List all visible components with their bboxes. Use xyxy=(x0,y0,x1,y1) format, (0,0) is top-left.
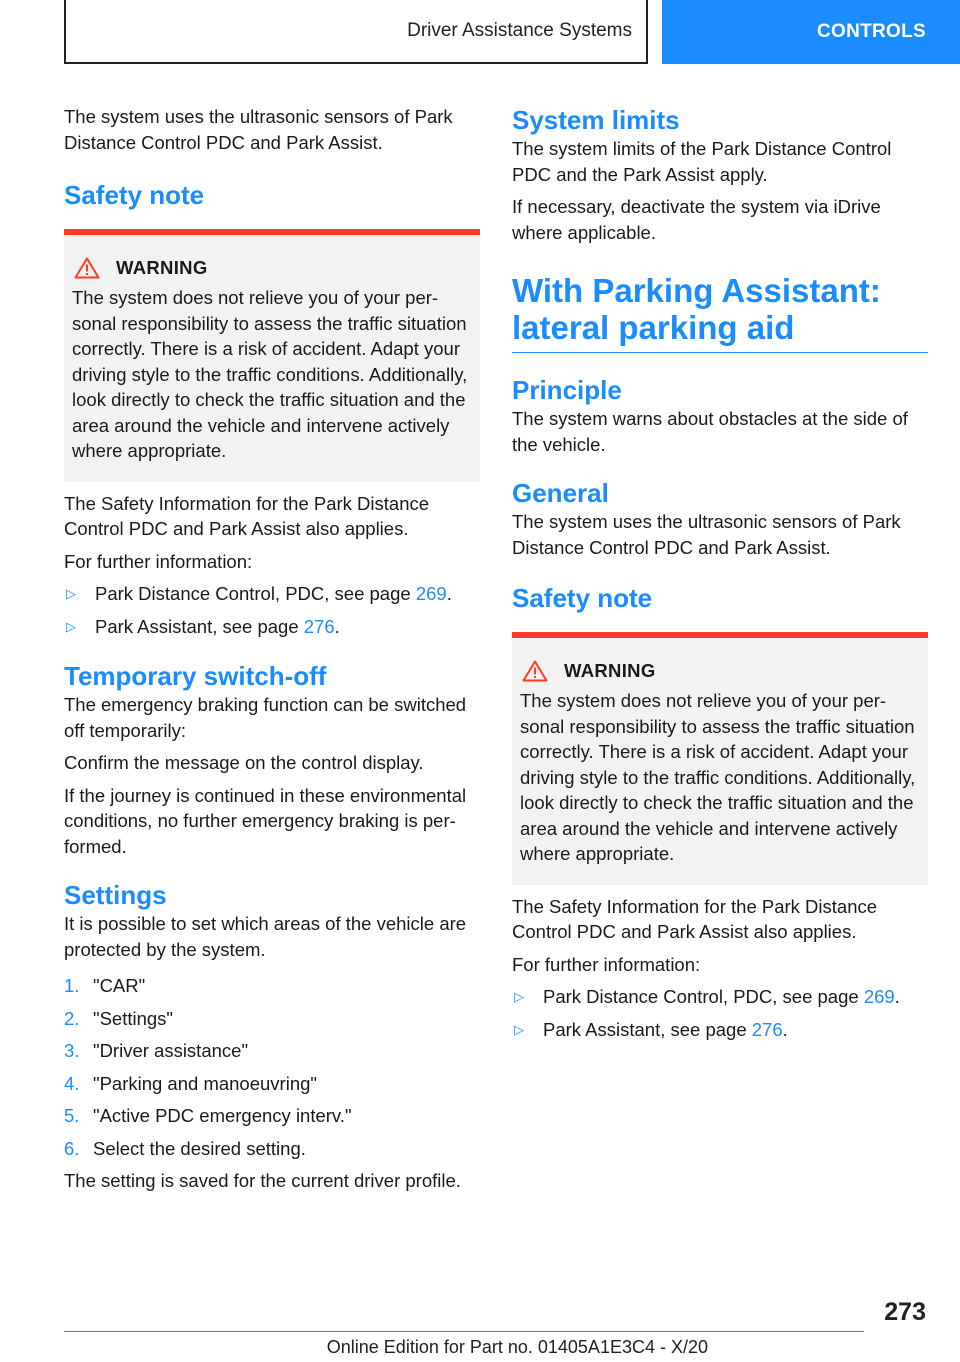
bullet-triangle-icon: ▷ xyxy=(66,586,76,601)
bullet-triangle-icon: ▷ xyxy=(514,1021,524,1037)
warning-triangle-icon xyxy=(522,660,548,682)
header-chapter-tab xyxy=(662,0,960,64)
safety-info-paragraph: The Safety Information for the Park Distance Control PDC and Park Assist also applies. xyxy=(512,895,878,942)
intro-paragraph: The system uses the ultrasonic sensors of Park Distance Control PDC and Park Assist. xyxy=(64,106,453,153)
footer-edition: Online Edition for Part no. 01405A1E3C4 - X/20 xyxy=(326,1337,708,1357)
switch-off-paragraph: If the journey is continued in these environmental conditions, no further emergency braking is performed. xyxy=(64,784,467,857)
step-text: "Parking and manoeuvring" xyxy=(93,1072,317,1094)
safety-note-heading: Safety note xyxy=(64,180,205,210)
bullet-triangle-icon: ▷ xyxy=(66,618,76,634)
step-text: "Driver assistance" xyxy=(93,1040,249,1061)
step-number: 5. xyxy=(64,1105,80,1126)
header-section-tab xyxy=(64,0,648,64)
bullet-text: Park Distance Control, PDC, see page xyxy=(95,583,416,604)
page-reference-link[interactable]: 276 xyxy=(751,1018,783,1040)
list-item xyxy=(512,984,928,1010)
step-number: 4. xyxy=(64,1072,80,1094)
warning-box xyxy=(512,632,928,885)
bullet-suffix: . xyxy=(334,615,340,637)
warning-title: WARNING xyxy=(116,257,208,278)
step-text: "CAR" xyxy=(93,975,146,996)
page-reference-link[interactable]: 269 xyxy=(863,986,895,1007)
system-limits-heading: System limits xyxy=(512,105,680,135)
step-text: "Active PDC emergency interv." xyxy=(93,1105,352,1126)
safety-note-heading: Safety note xyxy=(512,583,653,613)
step-number: 2. xyxy=(64,1007,80,1029)
step-item xyxy=(64,1071,480,1097)
warning-box xyxy=(64,229,480,482)
step-number: 6. xyxy=(64,1137,80,1159)
footer-divider xyxy=(64,1331,864,1332)
settings-paragraph: It is possible to set which areas of the vehicle are protected by the system. xyxy=(64,913,467,960)
step-text: Select the desired setting. xyxy=(93,1137,306,1159)
settings-end-paragraph: The setting is saved for the current driver profile. xyxy=(64,1170,461,1191)
page-reference-link[interactable]: 269 xyxy=(415,583,447,604)
bullet-triangle-icon: ▷ xyxy=(514,989,524,1004)
step-item xyxy=(64,1006,480,1032)
main-section-heading: With Parking Assistant: lateral parking aid xyxy=(512,272,881,346)
step-item xyxy=(64,1136,480,1162)
list-item xyxy=(64,581,480,607)
switch-off-paragraph: The emergency braking function can be switched off temporarily: xyxy=(64,694,467,741)
step-number: 1. xyxy=(64,975,80,996)
general-paragraph: The system uses the ultrasonic sensors of Park Distance Control PDC and Park Assist. xyxy=(512,511,901,558)
warning-body: The system does not relieve you of your personal responsibility to assess the traffic situation correctly. There is a risk of accident. Adapt your driving style to the traffic conditions. Additionally, look directly to check the traffic situation and the area around the vehicle and intervene actively where appropriate. xyxy=(520,690,916,864)
settings-heading: Settings xyxy=(64,880,167,910)
bullet-suffix: . xyxy=(782,1018,788,1040)
list-item xyxy=(512,1017,928,1043)
header-section-title: Driver Assistance Systems xyxy=(407,20,632,41)
general-heading: General xyxy=(512,478,609,508)
temporary-switch-off-heading: Temporary switch-off xyxy=(64,661,327,691)
heading-divider xyxy=(512,352,928,353)
bullet-suffix: . xyxy=(446,583,452,604)
step-item xyxy=(64,1103,480,1129)
warning-body: The system does not relieve you of your personal responsibility to assess the traffic situation correctly. There is a risk of accident. Adapt your driving style to the traffic conditions. Additionally, look directly to check the traffic situation and the area around the vehicle and intervene actively where appropriate. xyxy=(72,287,468,461)
header-chapter-title: CONTROLS xyxy=(816,21,926,42)
warning-triangle-icon xyxy=(74,257,100,279)
limits-paragraph: If necessary, deactivate the system via iDrive where applicable. xyxy=(512,196,881,243)
bullet-text: Park Assistant, see page xyxy=(95,615,304,637)
step-number: 3. xyxy=(64,1040,80,1061)
bullet-suffix: . xyxy=(894,986,900,1007)
page-number: 273 xyxy=(884,1298,926,1326)
switch-off-paragraph: Confirm the message on the control display. xyxy=(64,752,424,773)
principle-paragraph: The system warns about obstacles at the side of the vehicle. xyxy=(512,408,908,455)
step-item xyxy=(64,973,480,999)
limits-paragraph: The system limits of the Park Distance Control PDC and the Park Assist apply. xyxy=(512,138,892,185)
list-item xyxy=(64,614,480,640)
step-text: "Settings" xyxy=(93,1007,173,1029)
safety-info-paragraph: The Safety Information for the Park Distance Control PDC and Park Assist also applies. xyxy=(64,492,430,539)
further-info-label: For further information: xyxy=(64,550,253,572)
left-column xyxy=(64,104,480,1194)
warning-title: WARNING xyxy=(564,660,656,681)
page-reference-link[interactable]: 276 xyxy=(303,615,335,637)
right-column xyxy=(512,104,928,1042)
principle-heading: Principle xyxy=(512,375,622,405)
bullet-text: Park Assistant, see page xyxy=(543,1018,752,1040)
bullet-text: Park Distance Control, PDC, see page xyxy=(543,986,864,1007)
step-item xyxy=(64,1038,480,1064)
further-info-label: For further information: xyxy=(512,953,701,975)
